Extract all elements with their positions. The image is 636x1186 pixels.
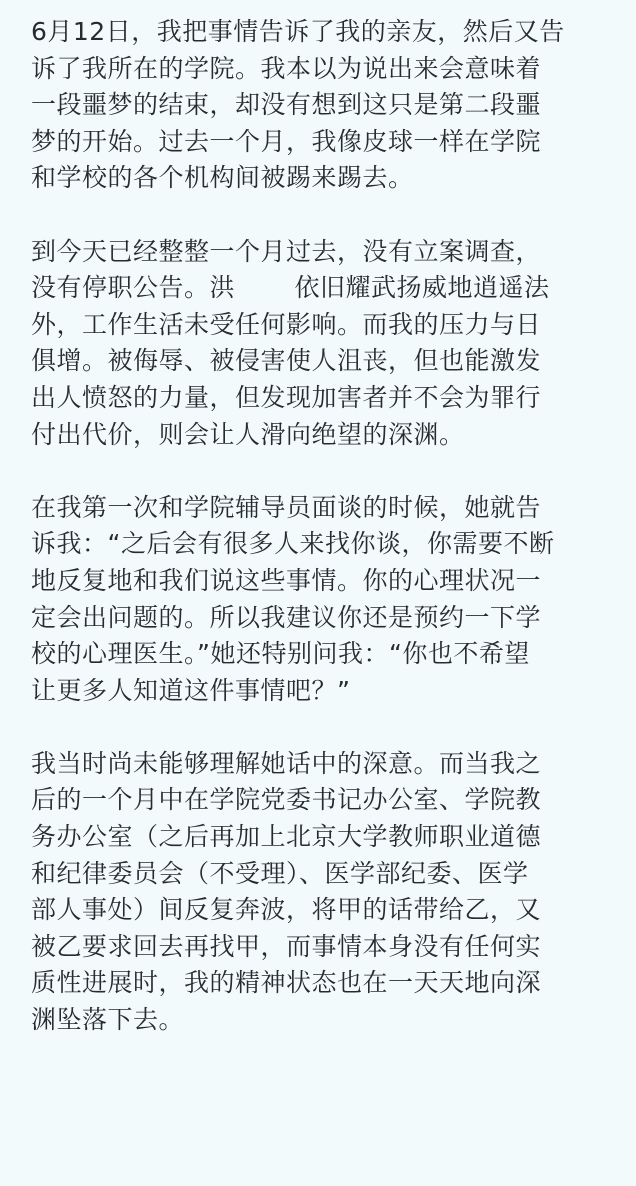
paragraph-4: 我当时尚未能够理解她话中的深意。而当我之 后的一个月中在学院党委书记办公室、学院教 务办公室（之后再加上北京大学教师职业道德 和纪律委员会（不受理）、医学部纪委、医学 部人事处）间反复奔波，将甲的话带给乙，又 被乙要求回去再找甲，而事情本身没有任何实 质性进展时，我的精神状态也在一天天地向深 渊坠落下去。: [31, 748, 542, 1035]
paragraph-1: 6月12日，我把事情告诉了我的亲友，然后又告 诉了我所在的学院。我本以为说出来会意味着 一段噩梦的结束，却没有想到这只是第二段噩 梦的开始。过去一个月，我像皮球一样在学院 和学校的各个机构间被踢来踢去。: [31, 17, 565, 193]
paragraph-3: 在我第一次和学院辅导员面谈的时候，她就告 诉我：“之后会有很多人来找你谈，你需要不断 地反复地和我们说这些事情。你的心理状况一 定会出问题的。所以我建议你还是预约一下学 校的心理医生。”她还特别问我：“你也不希望 让更多人知道这件事情吧？”: [31, 492, 555, 705]
paragraph-2: 到今天已经整整一个月过去，没有立案调查， 没有停职公告。洪 依旧耀武扬威地逍遥法 外，工作生活未受任何影响。而我的压力与日 俱增。被侮辱、被侵害使人沮丧，但也能激发 出人愤怒的力量，但发现加害者并不会为罪行 付出代价，则会让人滑向绝望的深渊。: [31, 236, 550, 449]
